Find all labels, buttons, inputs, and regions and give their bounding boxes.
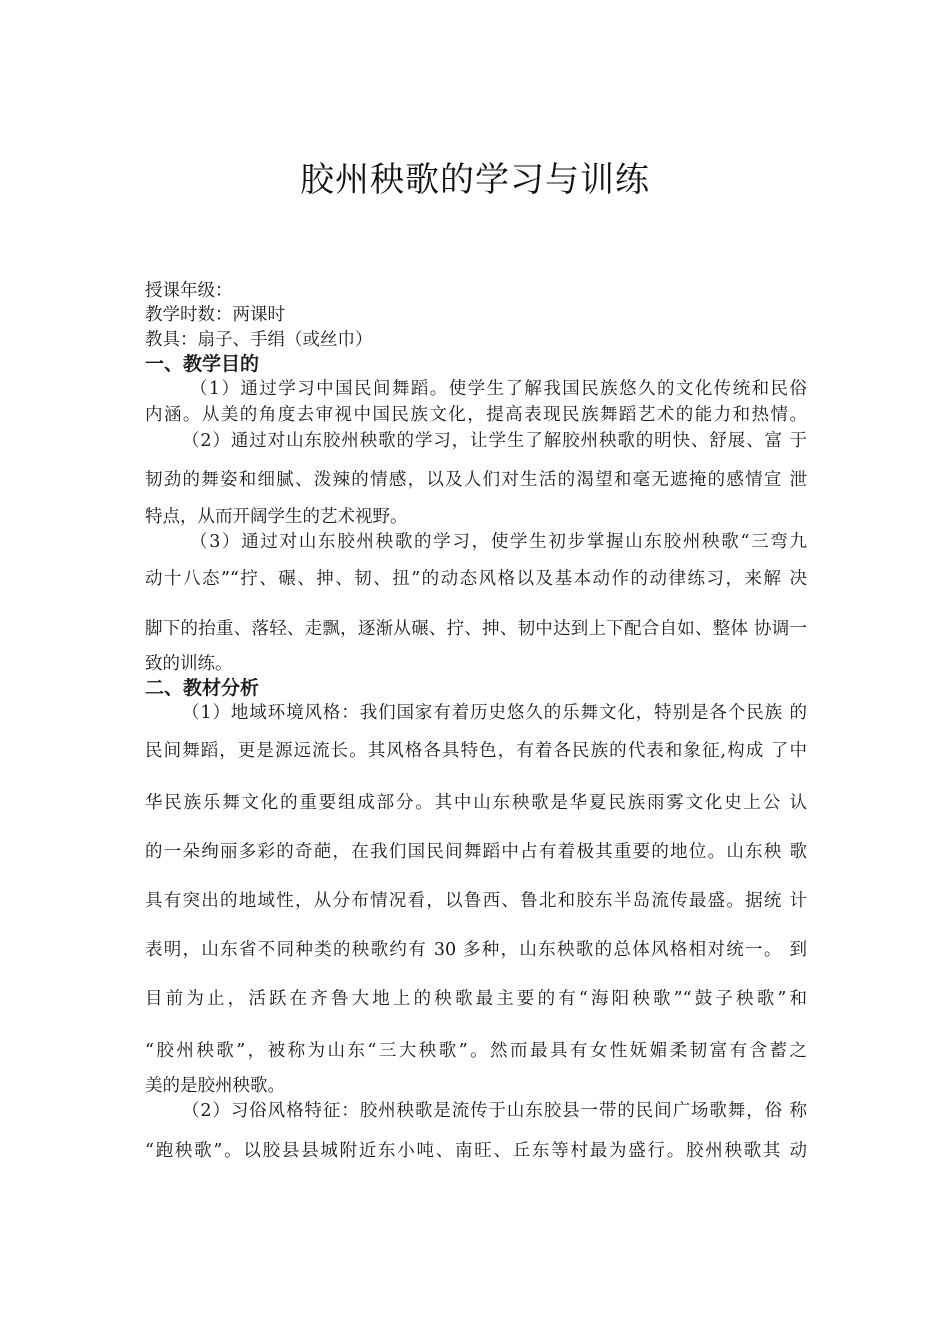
tools-line: 教具：扇子、手绢（或丝巾） (145, 330, 373, 350)
section-heading-analysis: 二、教材分析 (145, 677, 260, 699)
paragraph-line: “跑秧歌”。以胶县县城附近东小吨、南旺、丘东等村最为盛行。胶州秧歌其 动 (145, 1141, 807, 1161)
paragraph-line: 表明，山东省不同种类的秧歌约有 30 多种，山东秧歌的总体风格相对统一。 到 (145, 940, 807, 960)
paragraph-line: 致的训练。 (145, 654, 233, 674)
paragraph-line: 美的是胶州秧歌。 (145, 1076, 285, 1096)
paragraph-line: （2）通过对山东胶州秧歌的学习，让学生了解胶州秧歌的明快、舒展、富 于 (182, 431, 807, 451)
paragraph-line: 民间舞蹈，更是源远流长。其风格各具特色，有着各民族的代表和象征,构成 了中 (145, 741, 807, 761)
paragraph-line: 韧劲的舞姿和细腻、泼辣的情感，以及人们对生活的渴望和毫无遮掩的感情宣 泄 (145, 470, 807, 490)
grade-line: 授课年级： (145, 281, 233, 301)
hours-line: 教学时数：两课时 (145, 305, 285, 325)
paragraph-line: 华民族乐舞文化的重要组成部分。其中山东秧歌是华夏民族雨雾文化史上公 认 (145, 793, 807, 813)
paragraph-line: 特点，从而开阔学生的艺术视野。 (145, 507, 408, 527)
paragraph-line: 目前为止，活跃在齐鲁大地上的秧歌最主要的有“海阳秧歌”“鼓子秧歌”和 (145, 989, 807, 1009)
paragraph-line: （3）通过对山东胶州秧歌的学习，使学生初步掌握山东胶州秧歌“三弯九 (190, 532, 807, 552)
paragraph-line: （2）习俗风格特征：胶州秧歌是流传于山东胶县一带的民间广场歌舞，俗 称 (182, 1101, 807, 1121)
paragraph-line: 动十八态”“拧、碾、抻、韧、扭”的动态风格以及基本动作的动律练习，来解 决 (145, 569, 807, 589)
document-title: 胶州秧歌的学习与训练 (300, 160, 650, 200)
paragraph-line: 脚下的抬重、落轻、走飘，逐渐从碾、拧、抻、韧中达到上下配合自如、整体 协调一 (145, 619, 807, 639)
paragraph-line: 的一朵绚丽多彩的奇葩，在我们国民间舞蹈中占有着极其重要的地位。山东秧 歌 (145, 842, 807, 862)
paragraph-line: 内涵。从美的角度去审视中国民族文化，提高表现民族舞蹈艺术的能力和热情。 (145, 405, 807, 425)
paragraph-line: （1）地域环境风格：我们国家有着历史悠久的乐舞文化，特别是各个民族 的 (182, 703, 807, 723)
paragraph-line: （1）通过学习中国民间舞蹈。使学生了解我国民族悠久的文化传统和民俗 (190, 379, 807, 399)
paragraph-line: “胶州秧歌”，被称为山东“三大秧歌”。然而最具有女性妩媚柔韧富有含蓄之 (145, 1041, 807, 1061)
paragraph-line: 具有突出的地域性，从分布情况看，以鲁西、鲁北和胶东半岛流传最盛。据统 计 (145, 891, 807, 911)
section-heading-objectives: 一、教学目的 (145, 353, 260, 375)
